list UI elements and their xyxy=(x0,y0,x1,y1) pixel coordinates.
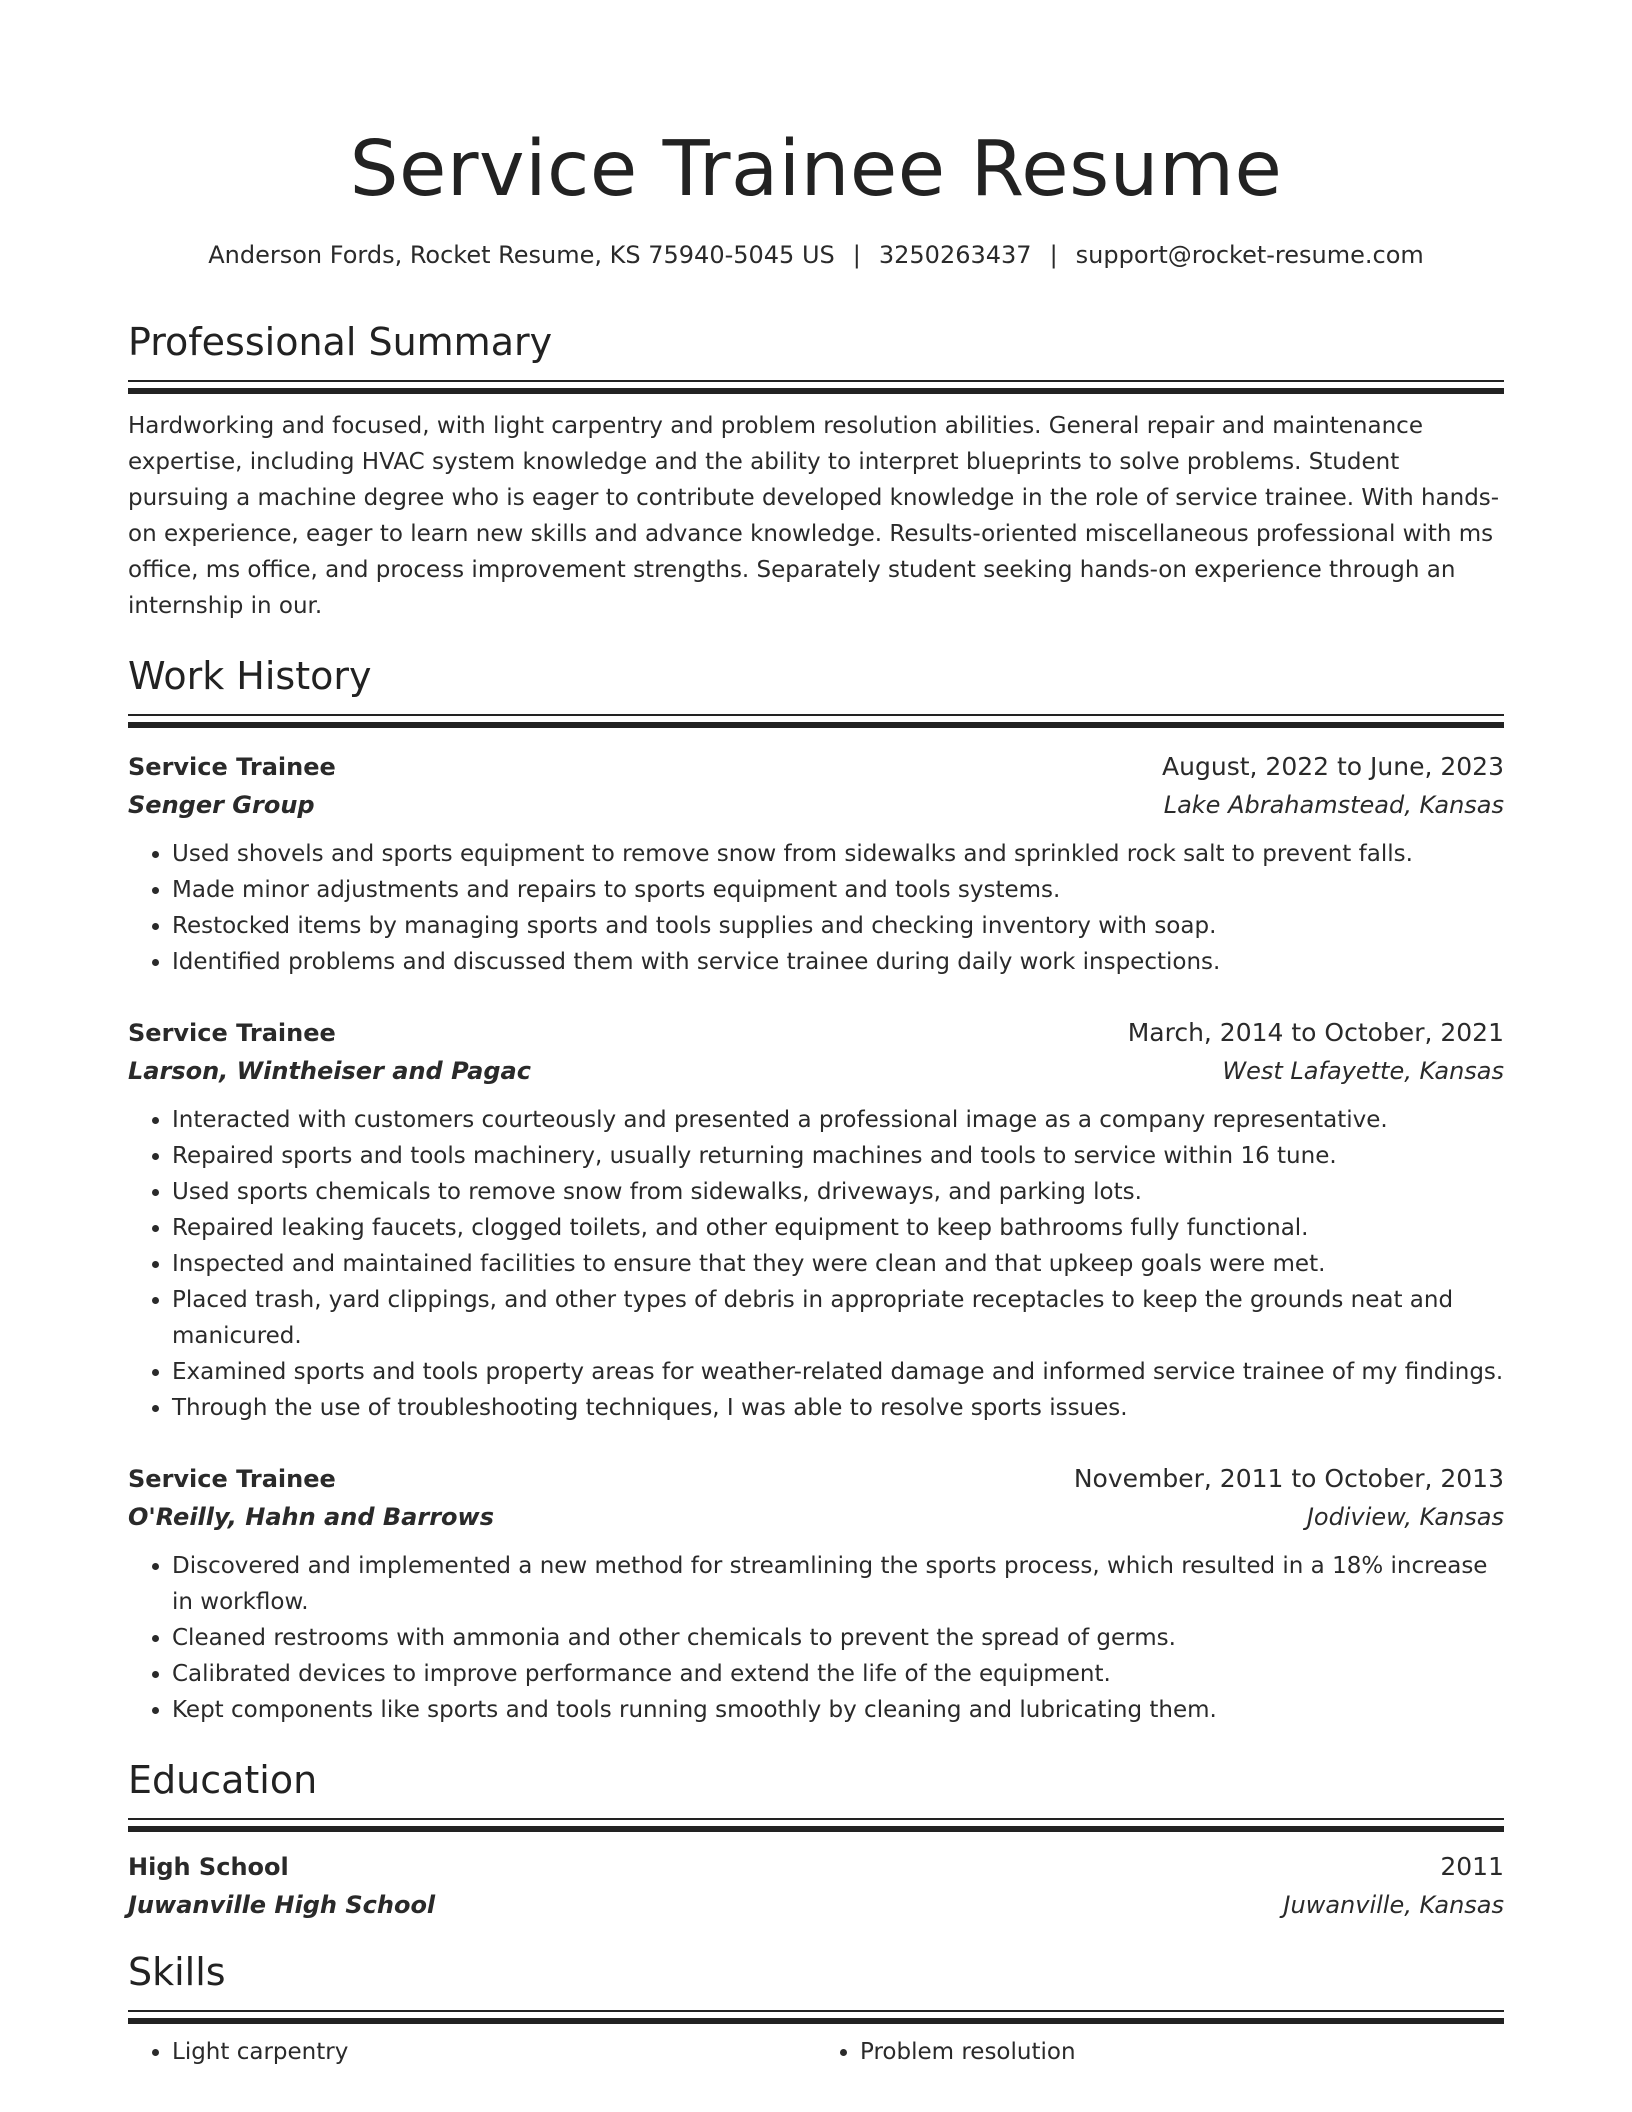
skills-grid xyxy=(128,2034,1504,2070)
job-bullet: • Calibrated devices to improve performance and extend the life of the equipment. xyxy=(172,1656,1504,1692)
education-location: Juwanville, Kansas xyxy=(1283,1891,1504,1919)
section-rule xyxy=(128,2010,1504,2024)
summary-section xyxy=(128,316,1504,624)
job-bullet: • Repaired sports and tools machinery, usually returning machines and tools to service within 16 tune. xyxy=(172,1138,1504,1174)
skills-section xyxy=(128,1946,1504,2070)
education-school-row xyxy=(128,1886,1504,1924)
job-entry xyxy=(128,1014,1504,1426)
job-entry xyxy=(128,1460,1504,1728)
job-bullet: • Used shovels and sports equipment to remove snow from sidewalks and sprinkled rock salt to prevent falls. xyxy=(172,836,1504,872)
contact-line xyxy=(128,238,1504,272)
job-title: Service Trainee xyxy=(128,1019,336,1047)
job-bullets xyxy=(128,836,1504,980)
job-employer: Larson, Wintheiser and Pagac xyxy=(128,1057,531,1085)
job-location: West Lafayette, Kansas xyxy=(1222,1057,1504,1085)
job-bullet: • Examined sports and tools property areas for weather-related damage and informed service trainee of my findings. xyxy=(172,1354,1504,1390)
job-bullet: • Used sports chemicals to remove snow from sidewalks, driveways, and parking lots. xyxy=(172,1174,1504,1210)
job-title: Service Trainee xyxy=(128,1465,336,1493)
education-year: 2011 xyxy=(1440,1852,1504,1881)
job-bullet: • Made minor adjustments and repairs to sports equipment and tools systems. xyxy=(172,872,1504,908)
job-dates: November, 2011 to October, 2013 xyxy=(1073,1464,1504,1493)
section-rule xyxy=(128,380,1504,394)
contact-address: Anderson Fords, Rocket Resume, KS 75940-5045 US xyxy=(208,241,835,269)
resume-page xyxy=(128,0,1504,2070)
skills-list xyxy=(128,2034,816,2070)
education-entry xyxy=(128,1848,1504,1924)
job-bullet: • Cleaned restrooms with ammonia and other chemicals to prevent the spread of germs. xyxy=(172,1620,1504,1656)
section-rule xyxy=(128,1818,1504,1832)
job-employer-row xyxy=(128,1052,1504,1090)
job-bullets xyxy=(128,1548,1504,1728)
summary-heading: Professional Summary xyxy=(128,320,553,364)
skills-column-right xyxy=(816,2034,1504,2070)
job-header-row xyxy=(128,1014,1504,1052)
job-bullet: • Restocked items by managing sports and tools supplies and checking inventory with soap. xyxy=(172,908,1504,944)
job-entry xyxy=(128,748,1504,980)
job-bullet: • Inspected and maintained facilities to ensure that they were clean and that upkeep goals were met. xyxy=(172,1246,1504,1282)
job-bullet: • Placed trash, yard clippings, and other types of debris in appropriate receptacles to keep the grounds neat and manicured. xyxy=(172,1282,1504,1354)
job-employer-row xyxy=(128,1498,1504,1536)
contact-separator: | xyxy=(1049,241,1058,269)
education-degree: High School xyxy=(128,1853,289,1881)
job-header-row xyxy=(128,748,1504,786)
job-bullet: • Identified problems and discussed them with service trainee during daily work inspections. xyxy=(172,944,1504,980)
contact-phone: 3250263437 xyxy=(878,241,1032,269)
skill-item: • Problem resolution xyxy=(860,2034,1504,2070)
job-bullet: • Interacted with customers courteously and presented a professional image as a company representative. xyxy=(172,1102,1504,1138)
job-dates: August, 2022 to June, 2023 xyxy=(1162,752,1504,781)
skills-heading: Skills xyxy=(128,1950,226,1994)
summary-text: Hardworking and focused, with light carpentry and problem resolution abilities. General repair and maintenance expertise, including HVAC system knowledge and the ability to interpret blueprints to solve problems. Student pursuing a machine degree who is eager to contribute developed knowledge in the role of service trainee. With hands-on experience, eager to learn new skills and advance knowledge. Results-oriented miscellaneous professional with ms office, ms office, and process improvement strengths. Separately student seeking hands-on experience through an internship in our. xyxy=(128,413,1500,619)
section-rule xyxy=(128,714,1504,728)
skills-column-left xyxy=(128,2034,816,2070)
page-title: Service Trainee Resume xyxy=(349,125,1283,214)
education-school: Juwanville High School xyxy=(128,1891,436,1919)
work-section xyxy=(128,650,1504,1728)
job-employer-row xyxy=(128,786,1504,824)
job-dates: March, 2014 to October, 2021 xyxy=(1127,1018,1504,1047)
contact-separator: | xyxy=(852,241,861,269)
contact-email: support@rocket-resume.com xyxy=(1075,241,1424,269)
job-employer: Senger Group xyxy=(128,791,315,819)
skills-list xyxy=(816,2034,1504,2070)
education-section xyxy=(128,1754,1504,1924)
job-location: Lake Abrahamstead, Kansas xyxy=(1163,791,1504,819)
skill-item: • Light carpentry xyxy=(172,2034,816,2070)
education-heading: Education xyxy=(128,1758,318,1802)
job-bullet: • Through the use of troubleshooting techniques, I was able to resolve sports issues. xyxy=(172,1390,1504,1426)
job-bullets xyxy=(128,1102,1504,1426)
education-header-row xyxy=(128,1848,1504,1886)
job-bullet: • Discovered and implemented a new method for streamlining the sports process, which resulted in a 18% increase in workflow. xyxy=(172,1548,1504,1620)
job-bullet: • Kept components like sports and tools running smoothly by cleaning and lubricating them. xyxy=(172,1692,1504,1728)
job-header-row xyxy=(128,1460,1504,1498)
job-bullet: • Repaired leaking faucets, clogged toilets, and other equipment to keep bathrooms fully functional. xyxy=(172,1210,1504,1246)
work-heading: Work History xyxy=(128,654,372,698)
job-location: Jodiview, Kansas xyxy=(1306,1503,1504,1531)
job-employer: O'Reilly, Hahn and Barrows xyxy=(128,1503,494,1531)
job-title: Service Trainee xyxy=(128,753,336,781)
